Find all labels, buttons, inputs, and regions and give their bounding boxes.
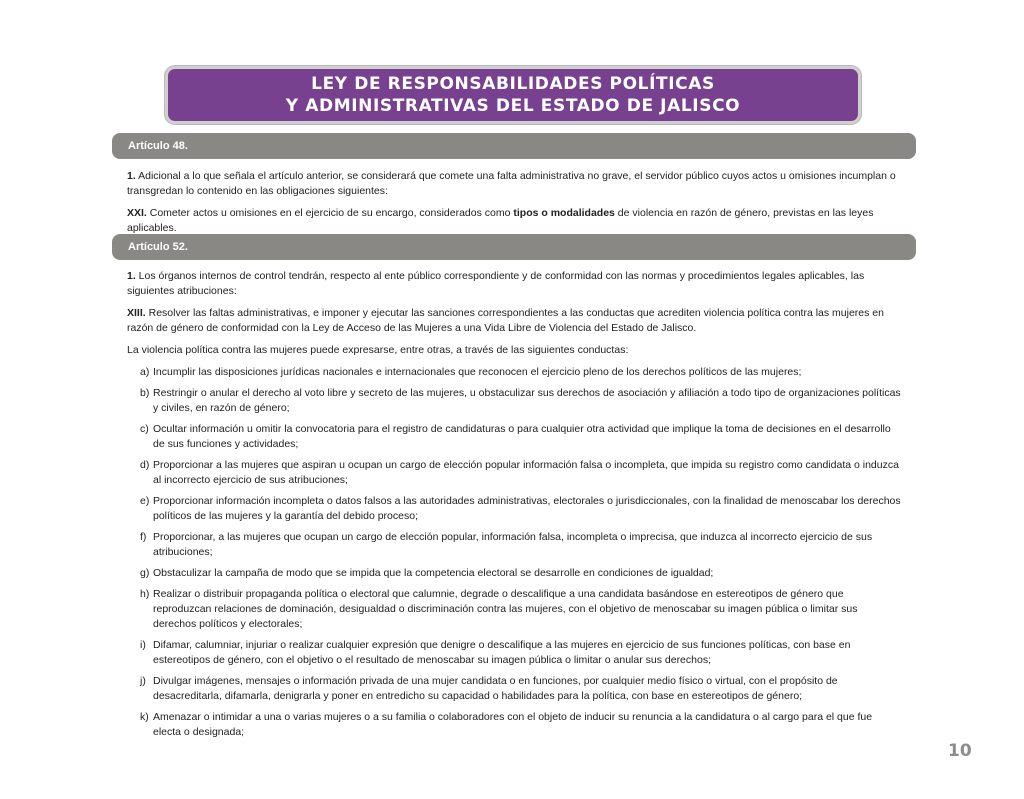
list-item <box>127 674 903 704</box>
item-text: Divulgar imágenes, mensajes o información privada de una mujer candidata o en funciones, por cualquier medio físico o virtual, con el propósito de desacreditarla, difamarla, denigrarla y poner en entredicho su capacidad o habilidades para la política, con base en estereotipos de género; <box>153 675 838 702</box>
item-text: Amenazar o intimidar a una o varias mujeres o a su familia o colaboradores con el objeto de inducir su renuncia a la candidatura o al cargo para el que fue electa o designada; <box>153 711 873 738</box>
fraction-text-a: Cometer actos u omisiones en el ejercicio de su encargo, considerados como <box>146 207 514 219</box>
conducts-intro: La violencia política contra las mujeres puede expresarse, entre otras, a través de las siguientes conductas: <box>127 344 629 356</box>
list-item <box>127 386 903 416</box>
article-52-paragraph-1 <box>127 269 903 299</box>
item-letter: e) <box>140 495 150 507</box>
fraction-text-b: de violencia en razón de género, previstas en las leyes aplicables. <box>127 207 874 234</box>
conducts-list <box>127 365 903 740</box>
list-item <box>127 638 903 668</box>
document-title-banner <box>165 66 861 124</box>
item-text: Incumplir las disposiciones jurídicas nacionales e internacionales que reconocen el ejercicio pleno de los derechos políticos de las mujeres; <box>153 366 802 378</box>
article-52-body <box>127 269 903 746</box>
paragraph-number: 1. <box>127 270 136 282</box>
article-52-fraction-xiii <box>127 306 903 336</box>
item-text: Realizar o distribuir propaganda política o electoral que calumnie, degrade o descalifique a una candidata basándose en estereotipos de género que reproduzcan relaciones de dominación, desigualdad o discriminación contra las mujeres, con el objetivo de menoscabar su imagen pública o limitar sus derechos políticos y electorales; <box>153 588 858 630</box>
list-item <box>127 365 903 380</box>
article-48-heading: Artículo 48. <box>112 133 916 159</box>
fraction-number: XIII. <box>127 307 146 319</box>
fraction-number: XXI. <box>127 207 147 219</box>
item-letter: c) <box>140 423 149 435</box>
page-number: 10 <box>948 741 972 761</box>
article-48-paragraph-1 <box>127 169 903 199</box>
item-letter: j) <box>140 675 146 687</box>
list-item <box>127 566 903 581</box>
article-48-fraction-xxi <box>127 206 903 236</box>
item-letter: i) <box>140 639 146 651</box>
item-letter: b) <box>140 387 150 399</box>
title-line-2: Y ADMINISTRATIVAS DEL ESTADO DE JALISCO <box>285 96 741 116</box>
item-text: Difamar, calumniar, injuriar o realizar cualquier expresión que denigre o descalifique a las mujeres en ejercicio de sus funciones políticas, con base en estereotipos de género, con el objetivo o el resultado de menoscabar su imagen pública o limitar o anular sus derechos; <box>153 639 851 666</box>
item-text: Proporcionar, a las mujeres que ocupan un cargo de elección popular, información falsa, incompleta o imprecisa, que induzca al incorrecto ejercicio de sus atribuciones; <box>153 531 873 558</box>
item-letter: a) <box>140 366 150 378</box>
paragraph-text: Los órganos internos de control tendrán, respecto al ente público correspondiente y de conformidad con las normas y procedimientos legales aplicables, las siguientes atribuciones: <box>127 270 865 297</box>
list-item <box>127 422 903 452</box>
item-text: Restringir o anular el derecho al voto libre y secreto de las mujeres, u obstaculizar sus derechos de asociación y afiliación a todo tipo de organizaciones políticas y civiles, en razón de género; <box>153 387 901 414</box>
item-letter: f) <box>140 531 147 543</box>
item-letter: d) <box>140 459 150 471</box>
item-text: Proporcionar a las mujeres que aspiran u ocupan un cargo de elección popular información falsa o incompleta, que impida su registro como candidata o induzca al incorrecto ejercicio de sus atribuciones; <box>153 459 899 486</box>
fraction-bold-term: tipos o modalidades <box>513 207 615 219</box>
article-52-heading: Artículo 52. <box>112 234 916 260</box>
list-item <box>127 494 903 524</box>
list-item <box>127 458 903 488</box>
item-letter: g) <box>140 567 150 579</box>
paragraph-text: Adicional a lo que señala el artículo anterior, se considerará que comete una falta administrativa no grave, el servidor público cuyos actos u omisiones incumplan o transgredan lo contenido en las obligaciones siguientes: <box>127 170 896 197</box>
list-item <box>127 710 903 740</box>
item-letter: k) <box>140 711 149 723</box>
article-48-body <box>127 169 903 236</box>
fraction-text: Resolver las faltas administrativas, e imponer y ejecutar las sanciones correspondientes a las conductas que acrediten violencia política contra las mujeres en razón de género de conformidad con la Ley de Acceso de las Mujeres a una Vida Libre de Violencia del Estado de Jalisco. <box>127 307 884 334</box>
item-letter: h) <box>140 588 150 600</box>
item-text: Obstaculizar la campaña de modo que se impida que la competencia electoral se desarrolle en condiciones de igualdad; <box>153 567 714 579</box>
paragraph-number: 1. <box>127 170 136 182</box>
title-line-1: LEY DE RESPONSABILIDADES POLÍTICAS <box>311 74 715 94</box>
item-text: Proporcionar información incompleta o datos falsos a las autoridades administrativas, electorales o jurisdiccionales, con la finalidad de menoscabar los derechos políticos de las mujeres y la garantía del debido proceso; <box>153 495 901 522</box>
list-item <box>127 530 903 560</box>
item-text: Ocultar información u omitir la convocatoria para el registro de candidaturas o para cualquier otra actividad que implique la toma de decisiones en el desarrollo de sus funciones y actividades; <box>153 423 891 450</box>
list-item <box>127 587 903 632</box>
